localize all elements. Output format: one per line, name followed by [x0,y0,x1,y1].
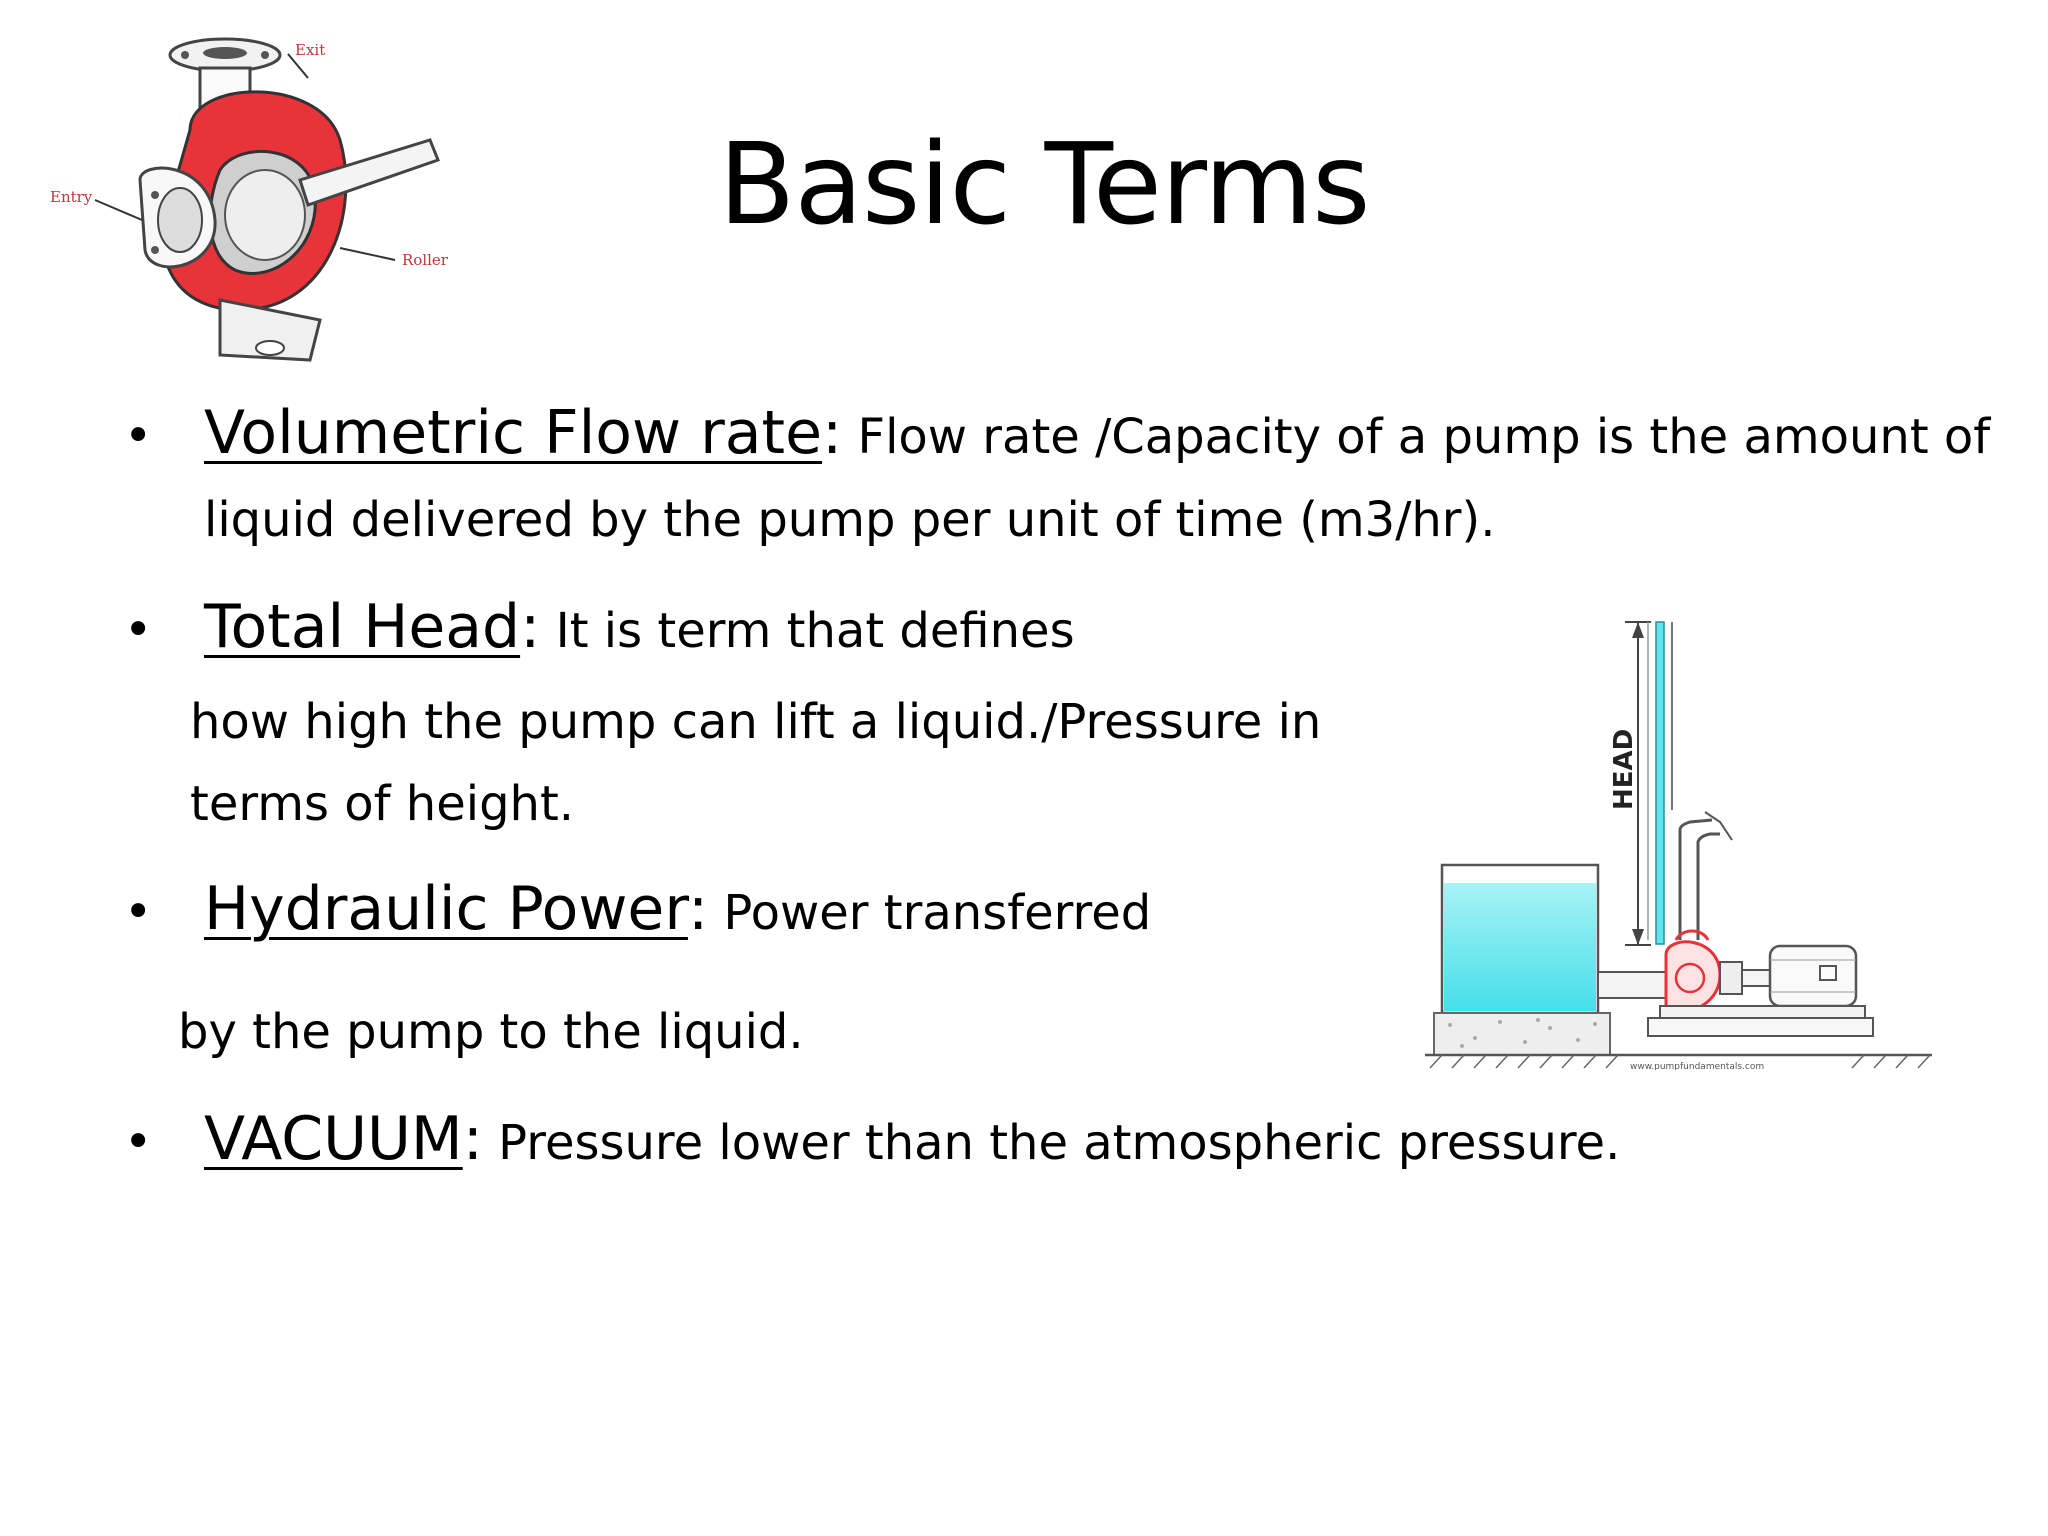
definition-continuation: terms of height. [190,776,575,832]
term-definition: Pressure lower than the atmospheric pressure. [482,1115,1621,1171]
pump-label-entry: Entry [50,188,93,206]
bullet-vacuum [204,1104,1620,1174]
bullet-volumetric-flow-rate [204,398,1990,468]
pump-label-roller: Roller [402,251,448,269]
term-label: Hydraulic Power [204,874,688,944]
bullet-marker: • [124,1114,153,1170]
head-label: HEAD [1609,728,1639,810]
bullet-hydraulic-power [204,874,1151,944]
definition-continuation: by the pump to the liquid. [178,1004,804,1060]
definition-continuation: liquid delivered by the pump per unit of time (m3/hr). [204,492,1496,548]
term-colon: : [687,874,709,944]
term-definition: Flow rate /Capacity of a pump is the amount of [842,409,1991,465]
term-label: Volumetric Flow rate [204,398,822,468]
definition-continuation: how high the pump can lift a liquid./Pressure in [190,694,1322,750]
slide-title: Basic Terms [718,120,1370,250]
term-colon: : [462,1104,483,1174]
pump-label-exit: Exit [295,41,326,59]
bullet-total-head [204,592,1075,662]
pump-head-diagram [1420,610,1940,1070]
term-label: Total Head [204,592,521,662]
term-colon: : [822,398,843,468]
bullet-marker: • [124,884,153,940]
bullet-marker: • [124,602,153,658]
term-colon: : [520,592,541,662]
term-definition: Power transferred [708,885,1152,941]
term-label: VACUUM [204,1104,463,1174]
bullet-marker: • [124,408,153,464]
term-definition: It is term that defines [540,603,1075,659]
diagram-credit: www.pumpfundamentals.com [1630,1062,1765,1070]
